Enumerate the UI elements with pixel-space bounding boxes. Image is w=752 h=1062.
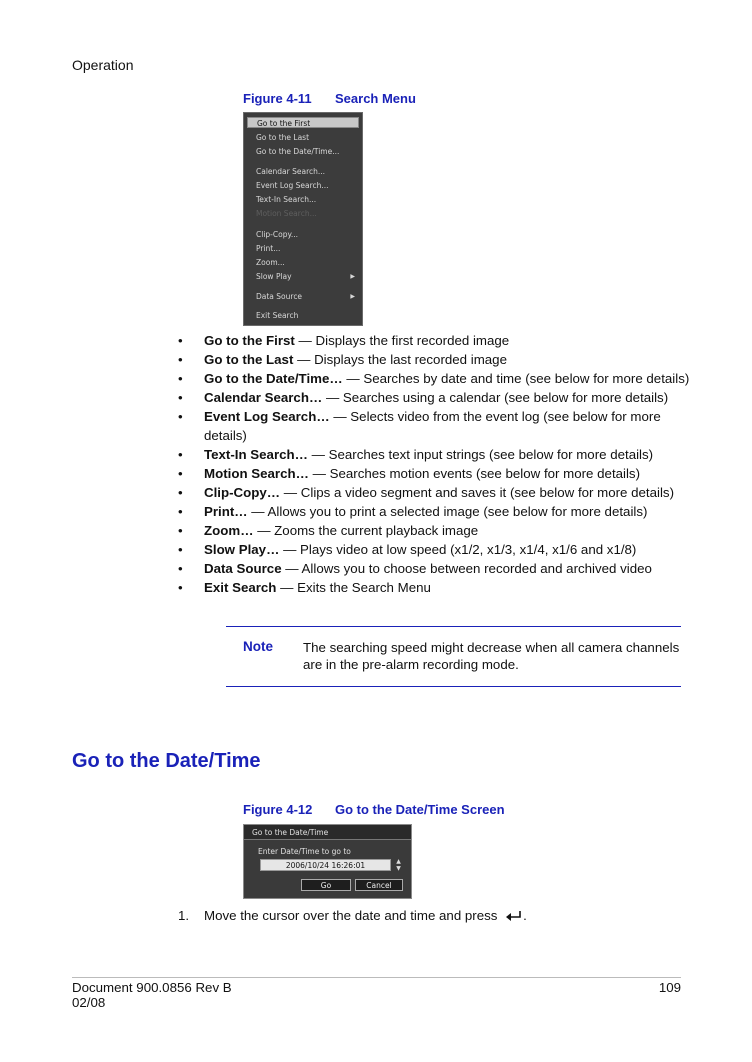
footer-doc-number: Document 900.0856 Rev B bbox=[72, 980, 232, 995]
footer-document-info bbox=[72, 980, 232, 1010]
note-text: The searching speed might decrease when all camera channels are in the pre-alarm recording mode. bbox=[303, 640, 680, 672]
menu-item-zoom[interactable]: Zoom... bbox=[256, 258, 285, 267]
figure-4-12-caption bbox=[243, 802, 505, 817]
cancel-button[interactable]: Cancel bbox=[355, 879, 403, 891]
figure-title: Go to the Date/Time Screen bbox=[335, 802, 505, 817]
go-button[interactable]: Go bbox=[301, 879, 351, 891]
note-top-rule bbox=[226, 626, 681, 627]
footer-rule bbox=[72, 977, 681, 978]
menu-item-text-in-search[interactable]: Text-In Search... bbox=[256, 195, 317, 204]
date-time-dialog-screenshot bbox=[243, 824, 412, 899]
figure-4-11-caption bbox=[243, 91, 416, 106]
search-menu-screenshot bbox=[243, 112, 363, 326]
list-item: • Data Source — Allows you to choose between recorded and archived video bbox=[178, 559, 698, 578]
dialog-title: Go to the Date/Time bbox=[244, 825, 411, 840]
submenu-arrow-icon: ▶ bbox=[350, 273, 355, 280]
step-number: 1. bbox=[178, 908, 190, 923]
date-time-field[interactable]: 2006/10/24 16:26:01 bbox=[260, 859, 391, 871]
list-item: • Go to the First — Displays the first recorded image bbox=[178, 331, 698, 350]
section-heading: Go to the Date/Time bbox=[72, 750, 261, 772]
menu-item-motion-search: Motion Search... bbox=[256, 209, 317, 218]
enter-arrow-icon bbox=[505, 910, 523, 925]
list-item: • Go to the Last — Displays the last recorded image bbox=[178, 350, 698, 369]
figure-title: Search Menu bbox=[335, 91, 416, 106]
page-number: 109 bbox=[658, 980, 681, 995]
menu-item-slow-play[interactable]: Slow Play ▶ bbox=[256, 272, 355, 281]
menu-item-exit-search[interactable]: Exit Search bbox=[256, 311, 299, 320]
figure-number: Figure 4-12 bbox=[243, 802, 313, 817]
list-item: • Calendar Search… — Searches using a calendar (see below for more details) bbox=[178, 388, 698, 407]
list-item: • Slow Play… — Plays video at low speed (x1/2, x1/3, x1/4, x1/6 and x1/8) bbox=[178, 540, 698, 559]
note-bottom-rule bbox=[226, 686, 681, 687]
menu-item-go-first[interactable]: Go to the First bbox=[247, 117, 359, 128]
menu-item-print[interactable]: Print... bbox=[256, 244, 281, 253]
note-label: Note bbox=[243, 639, 273, 654]
step-text: Move the cursor over the date and time and press bbox=[204, 908, 498, 923]
list-item: • Print… — Allows you to print a selected image (see below for more details) bbox=[178, 502, 698, 521]
menu-item-data-source[interactable]: Data Source ▶ bbox=[256, 292, 355, 301]
menu-item-go-date-time[interactable]: Go to the Date/Time... bbox=[256, 147, 340, 156]
list-item: • Exit Search — Exits the Search Menu bbox=[178, 578, 698, 597]
list-item: • Motion Search… — Searches motion events (see below for more details) bbox=[178, 464, 698, 483]
menu-item-go-last[interactable]: Go to the Last bbox=[256, 133, 310, 142]
menu-item-clip-copy[interactable]: Clip-Copy... bbox=[256, 230, 298, 239]
list-item: • Zoom… — Zooms the current playback image bbox=[178, 521, 698, 540]
figure-number: Figure 4-11 bbox=[243, 91, 312, 106]
list-item: • Event Log Search… — Selects video from the event log (see below for more details) bbox=[178, 407, 698, 445]
dialog-prompt: Enter Date/Time to go to bbox=[258, 847, 351, 856]
section-header: Operation bbox=[72, 57, 134, 73]
step-1: 1. Move the cursor over the date and time and press . bbox=[178, 908, 527, 923]
list-item: • Go to the Date/Time… — Searches by date and time (see below for more details) bbox=[178, 369, 698, 388]
list-item: • Text-In Search… — Searches text input strings (see below for more details) bbox=[178, 445, 698, 464]
menu-item-calendar-search[interactable]: Calendar Search... bbox=[256, 167, 326, 176]
spin-updown-icon[interactable]: ▲ ▼ bbox=[396, 858, 401, 872]
submenu-arrow-icon: ▶ bbox=[350, 293, 355, 300]
menu-description-list bbox=[178, 331, 698, 597]
list-item: • Clip-Copy… — Clips a video segment and saves it (see below for more details) bbox=[178, 483, 698, 502]
menu-item-event-log-search[interactable]: Event Log Search... bbox=[256, 181, 329, 190]
footer-date: 02/08 bbox=[72, 995, 106, 1010]
